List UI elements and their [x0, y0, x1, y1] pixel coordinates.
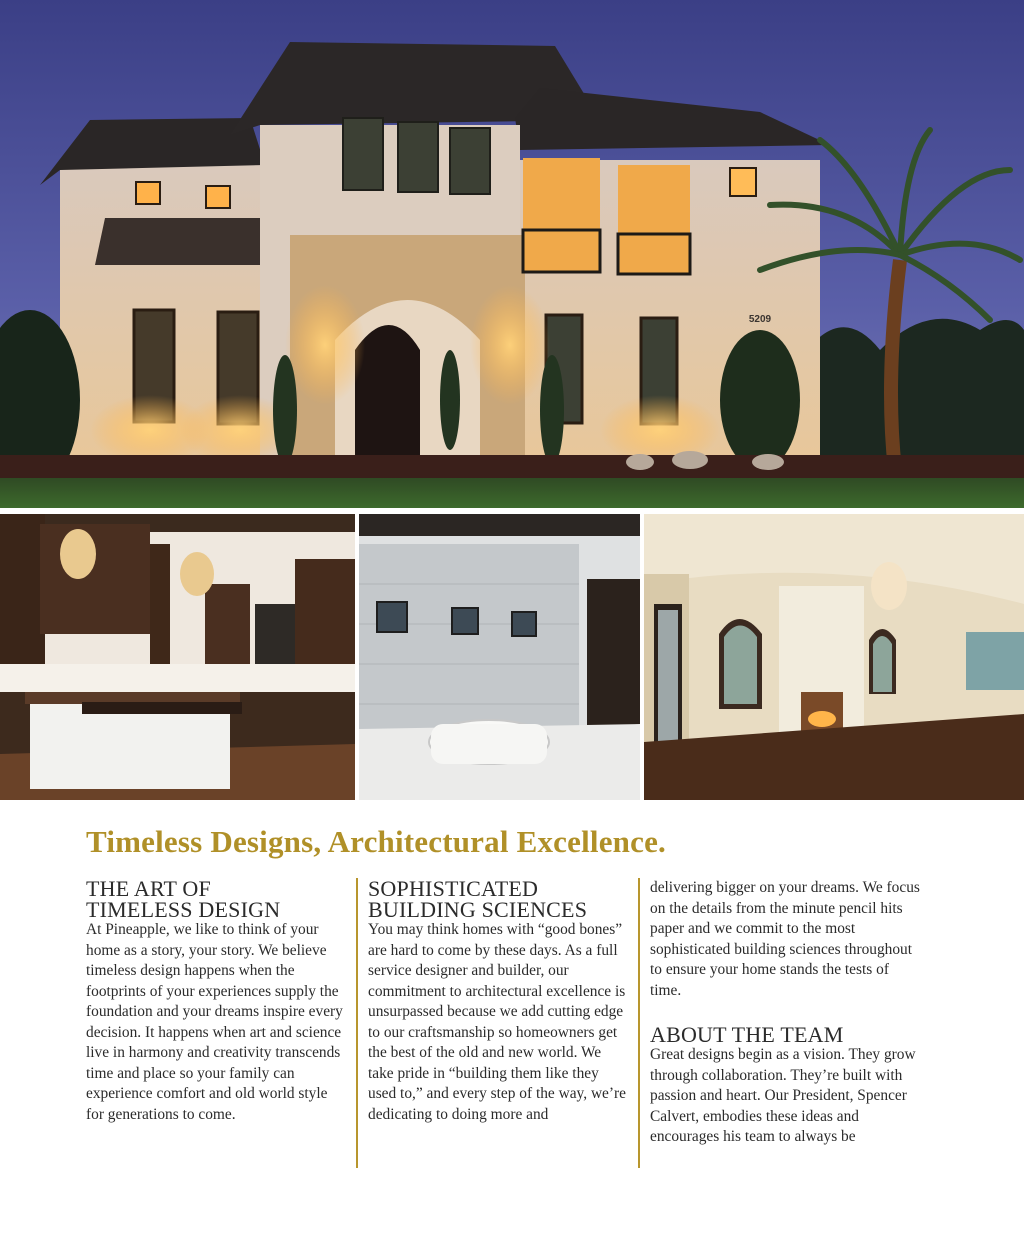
living-room-illustration — [644, 514, 1024, 800]
headline: Timeless Designs, Architectural Excellence. — [86, 824, 666, 859]
kitchen-photo — [0, 514, 355, 800]
bathroom-illustration — [359, 514, 640, 800]
building-sciences-body: You may think homes with “good bones” are hard to come by these days. As a full service designer and builder, our commitment to architectural excellence is unsurpassed because we add cutting edge to our craftsmanship so homeowners get the best of the old and new world. We take pride in “building them like they used to,” and every step of the way, we’re dedicating to doing more and — [368, 921, 626, 1123]
column-building-sciences — [356, 878, 630, 1168]
art-of-design-body: At Pineapple, we like to think of your home as a story, your story. We believe timeless design happens when the footprints of your experiences supply the foundation and your dreams inspire every decision. It happens when art and science live in harmony and creativity transcends time and place so your family can experience comfort and old world style for generations to come. — [86, 921, 343, 1123]
kitchen-illustration — [0, 514, 355, 800]
about-the-team-heading: ABOUT THE TEAM — [650, 1022, 844, 1047]
house-number: 5209 — [748, 314, 772, 325]
art-of-design-heading-line2: TIMELESS DESIGN — [86, 897, 281, 922]
column-continued-and-team — [638, 878, 922, 1168]
bathroom-photo — [359, 514, 640, 800]
house-exterior-illustration — [0, 0, 1024, 508]
column-art-of-design — [86, 878, 348, 1125]
art-of-design-heading — [86, 878, 348, 920]
building-sciences-heading-line1: SOPHISTICATED — [368, 876, 539, 901]
hero-house-photo — [0, 0, 1024, 508]
living-room-photo — [644, 514, 1024, 800]
art-of-design-heading-line1: THE ART OF — [86, 876, 211, 901]
building-sciences-heading — [368, 878, 630, 920]
about-the-team-body: Great designs begin as a vision. They grow through collaboration. They’re built with passion and heart. Our President, Spencer Calvert, embodies these ideas and encourages his team to always be — [650, 1046, 916, 1145]
building-sciences-heading-line2: BUILDING SCIENCES — [368, 897, 588, 922]
building-sciences-body-continued: delivering bigger on your dreams. We focus on the details from the minute pencil hits paper and we commit to the most sophisticated building sciences throughout to ensure your home stands the tests of time. — [650, 879, 920, 999]
